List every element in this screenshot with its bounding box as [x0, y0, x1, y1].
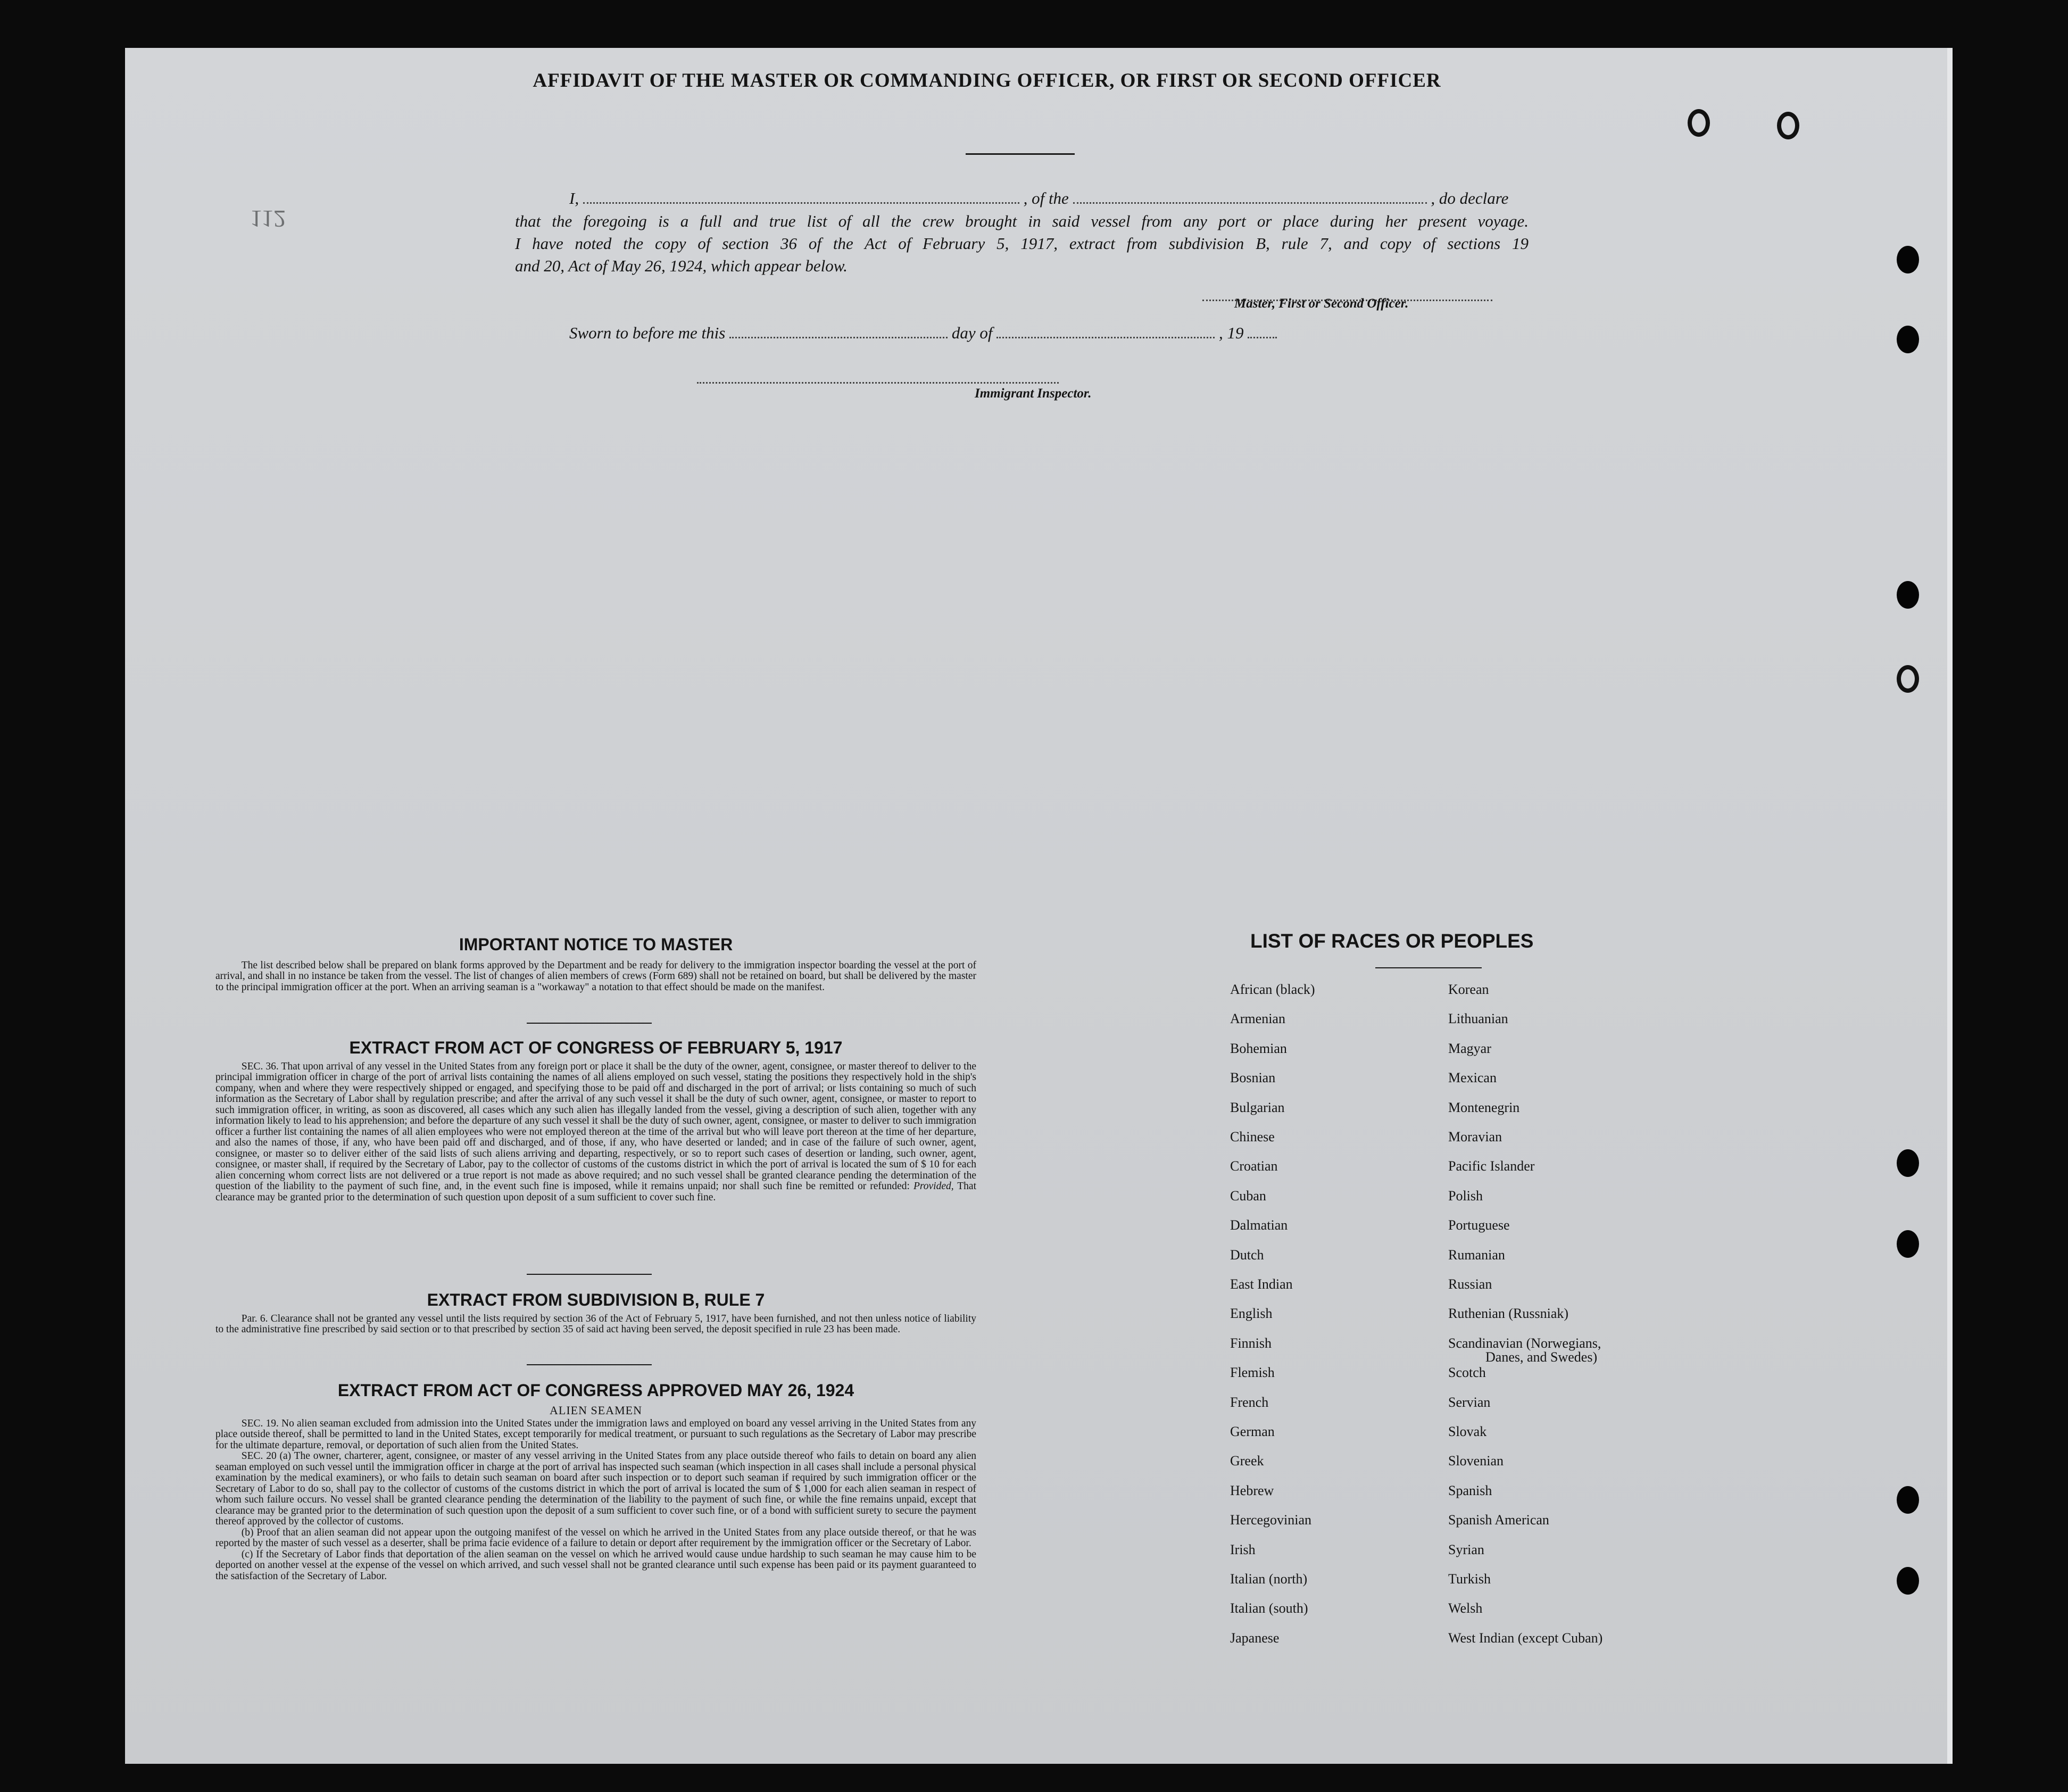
affidavit-line-2: that the foregoing is a full and true list of all the crew brought in said vessel from any port or place during her present voyage.: [515, 212, 1529, 230]
race-item: Turkish: [1448, 1571, 1491, 1587]
race-item: Polish: [1448, 1188, 1483, 1204]
inspector-signature-blank[interactable]: [697, 377, 1059, 386]
race-item: Cuban: [1230, 1188, 1266, 1204]
sec20b-text: (b) Proof that an alien seaman did not appear upon the outgoing manifest of the vessel on which he arrived in the United States from any place outside thereof, or that he was reported by the master of such vessel as a deserter, shall be prima facie evidence of a failure to detain or deport after requirement by the immigration officer or the Secretary of Labor.: [215, 1526, 976, 1549]
rule7-body: Par. 6. Clearance shall not be granted any vessel until the lists required by section 36 of the Act of February 5, 1917, have been furnished, and not then unless notice of liability to the administrative fine prescribed by said section or to that prescribed by section 35 of said act having been served, the deposit specified in rule 23 has been made.: [215, 1313, 976, 1335]
race-item: Greek: [1230, 1453, 1264, 1469]
sec20c-text: (c) If the Secretary of Labor finds that deportation of the alien seaman on the vessel on which he arrived would cause undue hardship to such seaman he may cause him to be deported on another vessel at the expense of the vessel on which arrived, and such vessel shall not be granted clearance until such expense has been paid or its payment guaranteed to the satisfaction of the Secretary of Labor.: [215, 1548, 976, 1582]
race-item: African (black): [1230, 982, 1315, 997]
day-of-text: day of: [951, 323, 993, 342]
race-item: Pacific Islander: [1448, 1158, 1535, 1174]
race-item: Mexican: [1448, 1070, 1497, 1086]
sworn-text: Sworn to before me this: [569, 323, 726, 342]
race-item: Bosnian: [1230, 1070, 1276, 1086]
race-item: Moravian: [1448, 1129, 1502, 1144]
notice-body: The list described below shall be prepared on blank forms approved by the Department and be ready for delivery to the immigration inspector boarding the vessel at the port of arrival, and shall in no instance be taken from the vessel. The list of changes of alien members of crews (Form 689) shall not be retained on board, but shall be delivered by the master to the principal immigration officer at the port. When an arriving seaman is a "workaway" a notation to that effect should be made on the manifest.: [215, 960, 976, 993]
race-item: Spanish American: [1448, 1512, 1549, 1528]
race-item: French: [1230, 1394, 1269, 1410]
sec36-text: SEC. 36. That upon arrival of any vessel in the United States from any foreign port or place it shall be the duty of the owner, agent, consignee, or master thereof to deliver to the principal immigration officer in charge of the port of arrival lists containing the names of all aliens employed on such vessel, stating the positions they respectively hold in the ship's company, when and where they were respectively shipped or engaged, and specifying those to be paid off and discharged in the port of arrival; or lists containing so much of such information as the Secretary of Labor shall by regulation prescribe; and after the arrival of any such vessel it shall be the duty of such owner, agent, consignee, or master to report to such immigration officer, in writing, as soon as discovered, all cases which any such alien has illegally landed from the vessel, giving a description of such alien, together with any information likely to lead to his apprehension; and before the departure of any such vessel it shall be the duty of such owner, agent, consignee, or master to deliver to such immigration officer a further list containing the names of all alien employees who were not employed thereon at the time of the arrival but who will leave port thereon at the time of her departure, and also the names of those, if any, who have been paid off and discharged, and of those, if any, who have deserted or landed; and in case of the failure of such owner, agent, consignee, or master so to deliver either of the said lists of such aliens arriving and departing, respectively, or so to report such cases of desertion or landing, such owner, agent, consignee, or master shall, if required by the Secretary of Labor, pay to the collector of customs of the customs district in which the port of arrival is located the sum of $ 10 for each alien concerning whom correct lists are not delivered or a true report is not made as above required; and no such vessel shall be granted clearance pending the determination of the question of the liability to the payment of such fine, and, in the event such fine is imposed, while it remains unpaid; nor shall such fine be remitted or refunded:: [215, 1061, 976, 1192]
extract-1917-title: EXTRACT FROM ACT OF CONGRESS OF FEBRUARY 5, 1917: [349, 1038, 843, 1057]
master-signature-label: Master, First or Second Officer.: [1234, 296, 1409, 311]
race-item: Hercegovinian: [1230, 1512, 1312, 1528]
race-item: Rumanian: [1448, 1247, 1505, 1263]
race-item: Syrian: [1448, 1541, 1484, 1557]
race-item: Dutch: [1230, 1247, 1264, 1263]
race-item: Ruthenian (Russniak): [1448, 1306, 1569, 1322]
race-item: Flemish: [1230, 1365, 1275, 1381]
race-item: Lithuanian: [1448, 1011, 1508, 1027]
race-item: Magyar: [1448, 1040, 1491, 1056]
race-item: Hebrew: [1230, 1482, 1274, 1498]
sworn-line: [569, 323, 1277, 343]
race-item: German: [1230, 1424, 1275, 1439]
punch-hole-icon: [1688, 109, 1710, 137]
punch-hole-icon: [1897, 246, 1919, 273]
race-item: West Indian (except Cuban): [1448, 1630, 1603, 1646]
name-blank[interactable]: [583, 202, 1019, 204]
race-item: Dalmatian: [1230, 1217, 1288, 1233]
sec36-end: That clearance may be granted prior to the determination of such question upon deposit of a sum sufficient to cover such fine.: [215, 1181, 976, 1203]
race-item: Irish: [1230, 1541, 1256, 1557]
margin-mark: 112: [250, 205, 286, 233]
race-item: Italian (north): [1230, 1571, 1308, 1587]
race-item: Montenegrin: [1448, 1099, 1520, 1115]
inspector-label: Immigrant Inspector.: [975, 386, 1092, 401]
affidavit-i: I,: [569, 189, 579, 208]
race-item: Bulgarian: [1230, 1099, 1285, 1115]
race-item: Welsh: [1448, 1600, 1483, 1616]
section-divider: [527, 1364, 652, 1365]
race-item: Japanese: [1230, 1630, 1280, 1646]
affidavit-line-1: [569, 189, 1508, 208]
year-prefix: , 19: [1218, 323, 1244, 342]
race-item: Finnish: [1230, 1335, 1272, 1351]
race-item: Chinese: [1230, 1129, 1275, 1144]
affidavit-line-3: I have noted the copy of section 36 of the Act of February 5, 1917, extract from subdivision B, rule 7, and copy of sections 19: [515, 234, 1529, 253]
affidavit-title: AFFIDAVIT OF THE MASTER OR COMMANDING OFFICER, OR FIRST OR SECOND OFFICER: [533, 70, 1441, 92]
punch-hole-icon: [1897, 1567, 1919, 1595]
provided-text: Provided,: [913, 1181, 954, 1192]
punch-hole-icon: [1897, 581, 1919, 609]
punch-hole-icon: [1897, 665, 1919, 693]
alien-seamen-heading: ALIEN SEAMEN: [550, 1404, 642, 1417]
race-item: Slovenian: [1448, 1453, 1504, 1469]
race-item: Armenian: [1230, 1011, 1285, 1027]
section-divider: [527, 1274, 652, 1275]
race-item: Servian: [1448, 1394, 1491, 1410]
race-item: Portuguese: [1448, 1217, 1510, 1233]
race-item: Croatian: [1230, 1158, 1278, 1174]
race-item: English: [1230, 1306, 1273, 1322]
vessel-blank[interactable]: [1073, 202, 1427, 204]
affidavit-line-4: and 20, Act of May 26, 1924, which appear below.: [515, 256, 848, 275]
sec19-text: SEC. 19. No alien seaman excluded from admission into the United States under the immigration laws and employed on board any vessel arriving in the United States from any place outside thereof, shall be permitted to land in the United States, except temporarily for medical treatment, or pursuant to such regulations as the Secretary of Labor may prescribe for the ultimate departure, removal, or deportation of such alien from the United States.: [215, 1418, 976, 1451]
race-item: Korean: [1448, 982, 1489, 997]
race-item: Scandinavian (Norwegians,: [1448, 1335, 1601, 1351]
race-item: Russian: [1448, 1276, 1492, 1292]
extract-1917-body: [215, 1061, 976, 1203]
extract-1924-title: EXTRACT FROM ACT OF CONGRESS APPROVED MAY 26, 1924: [337, 1381, 854, 1400]
races-rule: [1375, 967, 1482, 968]
punch-hole-icon: [1897, 326, 1919, 353]
extract-1924-body: [215, 1418, 976, 1582]
affidavit-do-declare: , do declare: [1431, 189, 1509, 208]
punch-hole-icon: [1777, 112, 1799, 139]
punch-hole-icon: [1897, 1230, 1919, 1258]
notice-title: IMPORTANT NOTICE TO MASTER: [459, 935, 733, 954]
race-item: East Indian: [1230, 1276, 1293, 1292]
punch-hole-icon: [1897, 1149, 1919, 1177]
affidavit-of-the: , of the: [1023, 189, 1069, 208]
title-rule: [966, 153, 1075, 155]
sworn-month-blank[interactable]: [996, 337, 1215, 338]
race-item: Italian (south): [1230, 1600, 1308, 1616]
race-item: Scotch: [1448, 1365, 1486, 1381]
sworn-date-blank[interactable]: [729, 337, 948, 338]
race-item: Spanish: [1448, 1482, 1492, 1498]
rule7-title: EXTRACT FROM SUBDIVISION B, RULE 7: [427, 1290, 765, 1309]
races-title: LIST OF RACES OR PEOPLES: [1250, 930, 1534, 952]
punch-hole-icon: [1897, 1486, 1919, 1514]
race-item-continuation: Danes, and Swedes): [1485, 1349, 1598, 1365]
race-item: Slovak: [1448, 1424, 1487, 1439]
sec20a-text: SEC. 20 (a) The owner, charterer, agent, consignee, or master of any vessel arriving in the United States from any place outside thereof who fails to detain on board any alien seaman employed on such vessel until the immigration officer in charge at the port of arrival has inspected such seaman (which inspection in all cases shall include a personal physical examination by the medical examiners), or who fails to detain such seaman on board after such inspection or to deport such seaman if required by such immigration officer or the Secretary of Labor to do so, shall pay to the collector of customs of the customs district in which the port of arrival is located the sum of $ 1,000 for each alien seaman in respect of whom such failure occurs. No vessel shall be granted clearance pending the determination of the liability to the payment of such fine, or while the fine remains unpaid, except that clearance may be granted prior to the determination of such question upon the deposit of a sum sufficient to cover such fine, or of a bond with sufficient surety to secure the payment thereof approved by the collector of customs.: [215, 1450, 976, 1528]
race-item: Bohemian: [1230, 1040, 1287, 1056]
sworn-year-blank[interactable]: [1248, 337, 1277, 338]
section-divider: [527, 1023, 652, 1024]
